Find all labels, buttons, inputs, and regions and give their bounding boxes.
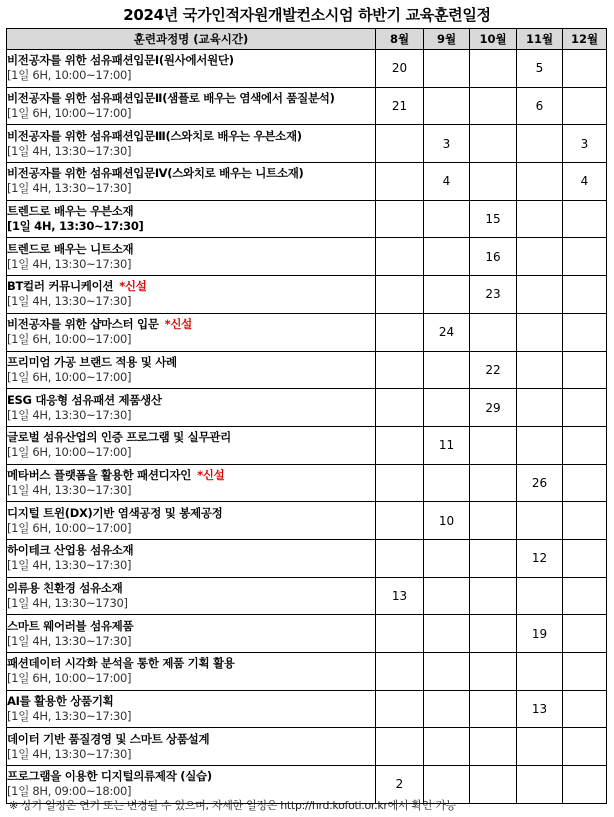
date-cell — [424, 50, 470, 88]
course-time: [1일 6H, 10:00~17:00] — [7, 68, 132, 83]
table-row — [7, 728, 607, 766]
course-time: [1일 4H, 13:30~17:30] — [7, 709, 132, 724]
date-cell — [517, 313, 563, 351]
date-cell — [376, 200, 424, 238]
table-row — [7, 200, 607, 238]
course-title: 비전공자를 위한 섬유패션입문Ⅰ(원사에서원단) — [7, 53, 234, 68]
date-cell — [563, 539, 607, 577]
course-title: AI를 활용한 상품기획 — [7, 694, 114, 709]
date-cell — [470, 615, 517, 653]
course-cell — [7, 502, 376, 540]
date-cell — [517, 238, 563, 276]
date-cell — [470, 653, 517, 691]
course-title: 하이테크 산업용 섬유소재 — [7, 543, 134, 558]
date-cell — [376, 313, 424, 351]
date-cell — [563, 690, 607, 728]
date-cell — [563, 313, 607, 351]
date-cell — [517, 276, 563, 314]
table-row — [7, 125, 607, 163]
date-cell — [517, 653, 563, 691]
new-course-badge: *신설 — [197, 467, 225, 482]
date-cell — [424, 690, 470, 728]
course-time: [1일 6H, 10:00~17:00] — [7, 520, 132, 535]
course-name — [7, 543, 375, 558]
table-row — [7, 163, 607, 201]
course-name — [7, 166, 375, 181]
date-cell — [376, 690, 424, 728]
date-cell — [376, 728, 424, 766]
date-cell — [470, 539, 517, 577]
course-name — [7, 204, 375, 219]
course-time: [1일 6H, 10:00~17:00] — [7, 369, 132, 384]
date-cell: 24 — [424, 313, 470, 351]
course-time: [1일 4H, 13:30~1730] — [7, 595, 128, 610]
date-cell — [376, 125, 424, 163]
date-cell — [424, 577, 470, 615]
course-name — [7, 656, 375, 671]
course-title: BT컬러 커뮤니케이션 — [7, 279, 114, 294]
date-cell — [470, 766, 517, 804]
course-time: [1일 4H, 13:30~17:30] — [7, 482, 132, 497]
date-cell: 26 — [517, 464, 563, 502]
date-cell — [517, 163, 563, 201]
course-cell — [7, 577, 376, 615]
date-cell — [563, 653, 607, 691]
date-cell — [424, 389, 470, 427]
table-row — [7, 615, 607, 653]
month-header: 8월 — [376, 29, 424, 50]
date-cell — [563, 50, 607, 88]
course-time: [1일 4H, 13:30~17:30] — [7, 746, 132, 761]
course-time: [1일 4H, 13:30~17:30] — [7, 294, 132, 309]
course-name — [7, 355, 375, 370]
date-cell: 3 — [424, 125, 470, 163]
course-cell — [7, 464, 376, 502]
course-name — [7, 694, 375, 709]
date-cell — [517, 426, 563, 464]
month-header: 12월 — [563, 29, 607, 50]
date-cell — [376, 615, 424, 653]
course-cell — [7, 87, 376, 125]
course-title: 메타버스 플랫폼을 활용한 패션디자인 — [7, 467, 192, 482]
course-title: ESG 대응형 섬유패션 제품생산 — [7, 392, 162, 407]
table-row — [7, 464, 607, 502]
course-title: 프로그램을 이용한 디지털의류제작 (실습) — [7, 769, 212, 784]
date-cell — [424, 539, 470, 577]
table-row — [7, 276, 607, 314]
course-name — [7, 317, 375, 332]
course-title: 비전공자를 위한 섬유패션입문Ⅳ(스와치로 배우는 니트소재) — [7, 166, 304, 181]
course-time: [1일 6H, 10:00~17:00] — [7, 106, 132, 121]
date-cell — [563, 87, 607, 125]
date-cell — [563, 766, 607, 804]
date-cell: 4 — [424, 163, 470, 201]
date-cell: 29 — [470, 389, 517, 427]
course-title: 비전공자를 위한 샵마스터 입문 — [7, 317, 159, 332]
course-title: 비전공자를 위한 섬유패션입문Ⅲ(스와치로 배우는 우븐소재) — [7, 128, 302, 143]
date-cell: 12 — [517, 539, 563, 577]
date-cell — [470, 426, 517, 464]
course-title: 비전공자를 위한 섬유패션입문Ⅱ(샘플로 배우는 염색에서 품질분석) — [7, 91, 335, 106]
date-cell — [424, 200, 470, 238]
date-cell: 20 — [376, 50, 424, 88]
date-cell — [470, 313, 517, 351]
date-cell: 21 — [376, 87, 424, 125]
course-name — [7, 506, 375, 521]
course-name — [7, 430, 375, 445]
date-cell: 22 — [470, 351, 517, 389]
table-row — [7, 690, 607, 728]
date-cell — [470, 125, 517, 163]
course-cell — [7, 539, 376, 577]
date-cell — [424, 464, 470, 502]
date-cell — [424, 728, 470, 766]
course-name — [7, 279, 375, 294]
course-title: 데이터 기반 품질경영 및 스마트 상품설계 — [7, 731, 210, 746]
course-time: [1일 4H, 13:30~17:30] — [7, 143, 132, 158]
date-cell — [563, 464, 607, 502]
header-row — [7, 29, 607, 50]
date-cell — [563, 276, 607, 314]
table-row — [7, 238, 607, 276]
date-cell — [563, 615, 607, 653]
date-cell — [517, 577, 563, 615]
course-time: [1일 4H, 13:30~17:30] — [7, 407, 132, 422]
date-cell: 5 — [517, 50, 563, 88]
page-title: 2024년 국가인적자원개발컨소시엄 하반기 교육훈련일정 — [123, 6, 491, 24]
date-cell: 6 — [517, 87, 563, 125]
date-cell — [517, 125, 563, 163]
table-row — [7, 87, 607, 125]
date-cell — [376, 464, 424, 502]
course-cell — [7, 125, 376, 163]
table-row — [7, 577, 607, 615]
course-time: [1일 4H, 13:30~17:30] — [7, 219, 144, 234]
table-row — [7, 539, 607, 577]
date-cell: 15 — [470, 200, 517, 238]
date-cell — [517, 351, 563, 389]
course-title: 디지털 트윈(DX)기반 염색공정 및 봉제공정 — [7, 505, 223, 520]
date-cell: 23 — [470, 276, 517, 314]
course-cell — [7, 276, 376, 314]
table-row — [7, 502, 607, 540]
date-cell — [563, 426, 607, 464]
course-cell — [7, 200, 376, 238]
date-cell — [517, 389, 563, 427]
table-row — [7, 389, 607, 427]
course-cell — [7, 313, 376, 351]
date-cell — [424, 351, 470, 389]
date-cell: 3 — [563, 125, 607, 163]
course-title: 프리미엄 가공 브랜드 적용 및 사례 — [7, 354, 177, 369]
date-cell: 11 — [424, 426, 470, 464]
date-cell — [376, 351, 424, 389]
date-cell — [376, 502, 424, 540]
table-row — [7, 313, 607, 351]
course-name — [7, 129, 375, 144]
date-cell — [563, 351, 607, 389]
schedule-table — [6, 28, 607, 804]
course-cell — [7, 728, 376, 766]
course-title: 트렌드로 배우는 니트소재 — [7, 241, 134, 256]
date-cell — [376, 238, 424, 276]
date-cell — [470, 464, 517, 502]
date-cell — [424, 615, 470, 653]
date-cell: 19 — [517, 615, 563, 653]
course-title: 패션데이터 시각화 분석을 통한 제품 기획 활용 — [7, 656, 235, 671]
date-cell — [470, 690, 517, 728]
month-header: 11월 — [517, 29, 563, 50]
course-title: 글로벌 섬유산업의 인증 프로그램 및 실무관리 — [7, 430, 231, 445]
course-name — [7, 732, 375, 747]
new-course-badge: *신설 — [119, 279, 147, 294]
course-cell — [7, 615, 376, 653]
course-name — [7, 393, 375, 408]
date-cell — [517, 728, 563, 766]
course-time: [1일 4H, 13:30~17:30] — [7, 181, 132, 196]
course-time: [1일 4H, 13:30~17:30] — [7, 256, 132, 271]
date-cell — [563, 728, 607, 766]
date-cell — [563, 389, 607, 427]
date-cell — [470, 577, 517, 615]
course-cell — [7, 653, 376, 691]
course-list — [7, 50, 607, 804]
course-cell — [7, 50, 376, 88]
course-title: 의류용 친환경 섬유소재 — [7, 580, 123, 595]
course-cell — [7, 238, 376, 276]
course-name — [7, 769, 375, 784]
date-cell — [470, 87, 517, 125]
course-name — [7, 53, 375, 68]
course-name — [7, 468, 375, 483]
course-time: [1일 4H, 13:30~17:30] — [7, 633, 132, 648]
table-row — [7, 50, 607, 88]
course-name — [7, 242, 375, 257]
date-cell — [517, 200, 563, 238]
course-name — [7, 91, 375, 106]
course-cell — [7, 389, 376, 427]
table-row — [7, 351, 607, 389]
date-cell: 13 — [517, 690, 563, 728]
course-time: [1일 4H, 13:30~17:30] — [7, 558, 132, 573]
date-cell: 13 — [376, 577, 424, 615]
date-cell: 4 — [563, 163, 607, 201]
date-cell — [424, 276, 470, 314]
month-header: 9월 — [424, 29, 470, 50]
course-cell — [7, 690, 376, 728]
date-cell — [470, 50, 517, 88]
course-time: [1일 6H, 10:00~17:00] — [7, 332, 132, 347]
date-cell — [563, 238, 607, 276]
new-course-badge: *신설 — [164, 317, 192, 332]
date-cell — [563, 577, 607, 615]
date-cell — [376, 276, 424, 314]
date-cell — [376, 426, 424, 464]
course-name — [7, 581, 375, 596]
date-cell — [424, 653, 470, 691]
table-row — [7, 653, 607, 691]
month-header: 10월 — [470, 29, 517, 50]
date-cell: 2 — [376, 766, 424, 804]
date-cell — [517, 766, 563, 804]
date-cell — [470, 728, 517, 766]
course-cell — [7, 351, 376, 389]
course-time: [1일 6H, 10:00~17:00] — [7, 445, 132, 460]
course-title: 스마트 웨어러블 섬유제품 — [7, 618, 134, 633]
table-row — [7, 426, 607, 464]
course-name — [7, 619, 375, 634]
date-cell: 10 — [424, 502, 470, 540]
date-cell — [424, 87, 470, 125]
date-cell — [376, 163, 424, 201]
course-header: 훈련과정명 (교육시간) — [7, 29, 376, 50]
course-cell — [7, 163, 376, 201]
date-cell: 16 — [470, 238, 517, 276]
date-cell — [470, 502, 517, 540]
date-cell — [563, 200, 607, 238]
date-cell — [563, 502, 607, 540]
date-cell — [424, 238, 470, 276]
course-cell — [7, 426, 376, 464]
date-cell — [376, 539, 424, 577]
course-time: [1일 8H, 09:00~18:00] — [7, 784, 132, 799]
course-time: [1일 6H, 10:00~17:00] — [7, 671, 132, 686]
date-cell — [517, 502, 563, 540]
date-cell — [376, 389, 424, 427]
footer-note: ※ 상기 일정은 연기 또는 변경될 수 있으며, 자세한 일정은 http://hrd.kofoti.or.kr에서 확인 가능 — [9, 799, 456, 812]
date-cell — [470, 163, 517, 201]
date-cell — [376, 653, 424, 691]
course-title: 트렌드로 배우는 우븐소재 — [7, 204, 134, 219]
